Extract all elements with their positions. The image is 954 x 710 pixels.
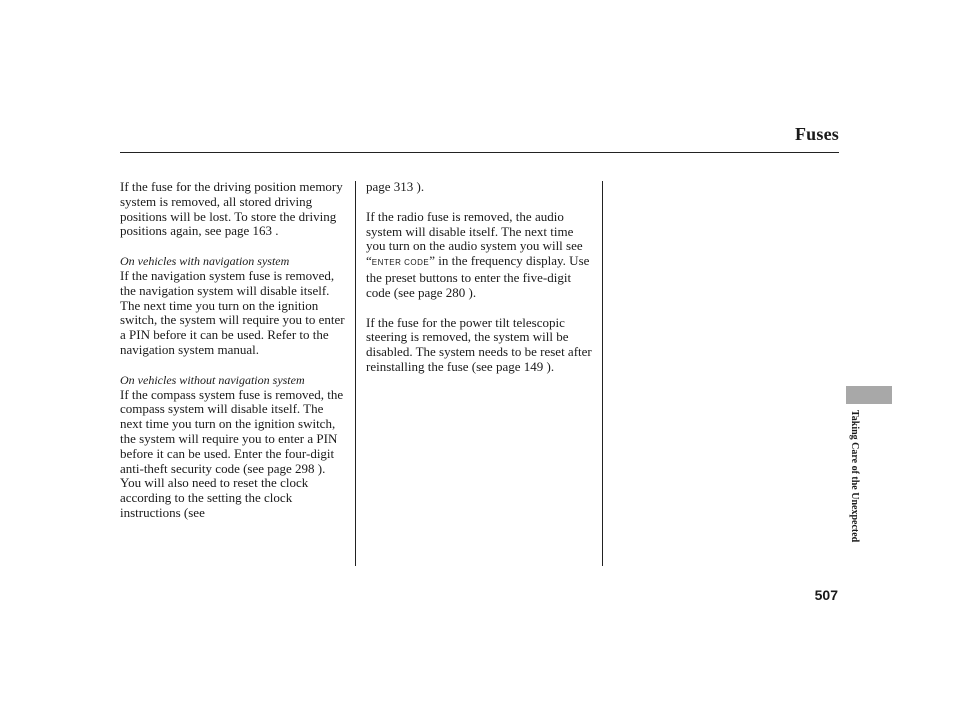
compass-fuse-paragraph: If the compass system fuse is removed, the compass system will disable itself. The next time you turn on the ignition switch, the system will require you to enter a PIN before it can be used. Enter the four-digit anti-theft security code (see page 298 ). You will also need to reset the clock according to the setting the clock instructions (see <box>120 386 344 520</box>
column-divider-2 <box>602 181 603 566</box>
enter-code-display-text: ENTER CODE <box>371 258 430 268</box>
radio-fuse-paragraph <box>366 210 592 301</box>
text-column-2 <box>366 180 592 390</box>
nav-fuse-paragraph: If the navigation system fuse is removed, the navigation system will disable itself. The next time you turn on the ignition switch, the system will require you to enter a PIN before it can be used. Refer to the navigation system manual. <box>120 267 345 357</box>
text-column-1 <box>120 180 346 521</box>
page-continuation: page 313 ). <box>366 179 425 194</box>
nav-heading: On vehicles with navigation system <box>120 254 290 269</box>
memory-fuse-paragraph: If the fuse for the driving position memory system is removed, all stored driving positions will be lost. To store the driving positions again, see page 163 . <box>120 179 343 239</box>
no-nav-heading: On vehicles without navigation system <box>120 372 305 387</box>
section-label: Taking Care of the Unexpected <box>849 410 860 543</box>
radio-text-start: If the radio fuse is removed, the audio system will disable itself. The next time you turn on the audio system you will see “ <box>366 208 583 269</box>
section-tab <box>846 386 892 404</box>
page-title: Fuses <box>794 124 839 144</box>
steering-fuse-paragraph: If the fuse for the power tilt telescopic steering is removed, the system will be disabled. The system needs to be reset after reinstalling the fuse (see page 149 ). <box>366 314 592 374</box>
header-rule <box>120 152 839 153</box>
page-number: 507 <box>814 587 838 603</box>
column-divider-1 <box>355 181 356 566</box>
radio-text-end: ” in the frequency display. Use the preset buttons to enter the five-digit code (see page 280 ). <box>366 253 590 300</box>
